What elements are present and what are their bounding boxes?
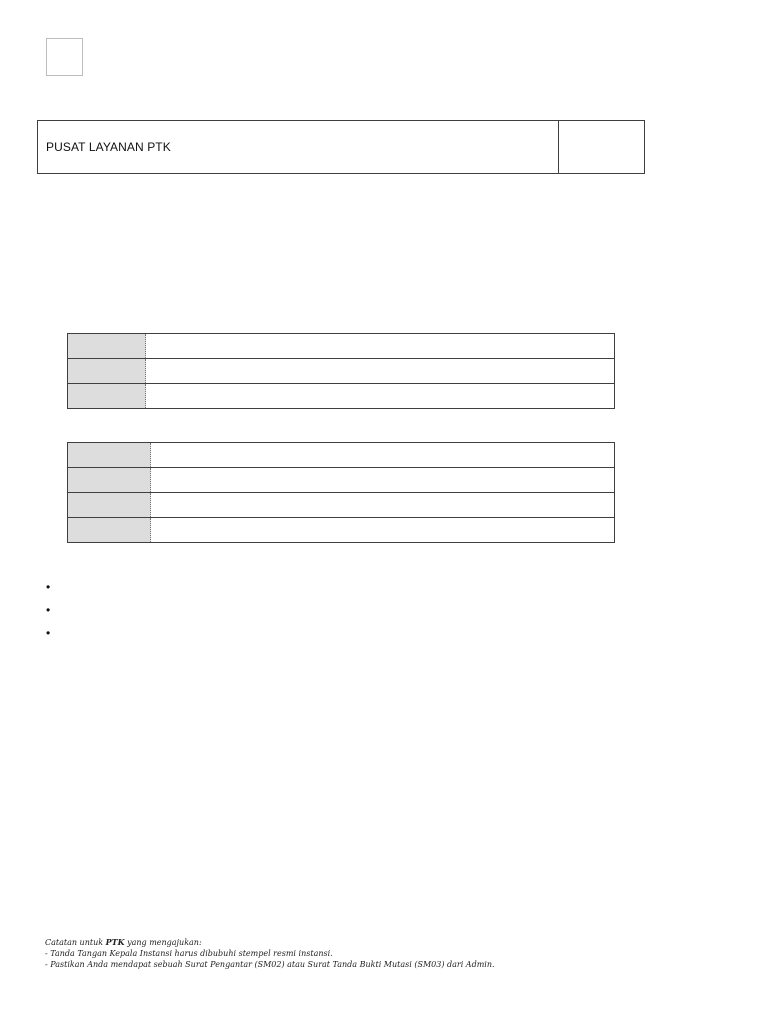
field-label <box>68 359 146 383</box>
field-value <box>146 359 614 383</box>
field-label <box>68 384 146 408</box>
field-label <box>68 518 151 542</box>
table-row <box>68 334 614 359</box>
field-value <box>146 334 614 358</box>
table-row <box>68 359 614 384</box>
note-intro-bold: PTK <box>105 937 125 947</box>
field-label <box>68 468 151 492</box>
form-table-1 <box>67 333 615 409</box>
table-row <box>68 518 614 542</box>
note-line-2: - Pastikan Anda mendapat sebuah Surat Pengantar (SM02) atau Surat Tanda Bukti Mutasi (SM03) dari Admin. <box>45 960 495 969</box>
footer-note <box>45 937 495 970</box>
document-code-cell <box>559 121 644 173</box>
header-table <box>37 120 645 174</box>
field-label <box>68 493 151 517</box>
field-value <box>151 493 614 517</box>
table-row <box>68 384 614 408</box>
list-item <box>40 578 58 601</box>
list-item <box>40 601 58 624</box>
table-row <box>68 468 614 493</box>
field-value <box>146 384 614 408</box>
note-intro-suffix: yang mengajukan: <box>124 938 202 947</box>
table-row <box>68 443 614 468</box>
field-value <box>151 443 614 467</box>
bullet-list <box>40 578 58 647</box>
field-value <box>151 468 614 492</box>
note-intro-prefix: Catatan untuk <box>45 938 106 947</box>
page-title: PUSAT LAYANAN PTK <box>38 121 559 173</box>
note-intro <box>45 937 495 948</box>
logo-placeholder <box>46 38 83 76</box>
field-label <box>68 443 151 467</box>
table-row <box>68 493 614 518</box>
field-label <box>68 334 146 358</box>
list-item <box>40 624 58 647</box>
form-table-2 <box>67 442 615 543</box>
field-value <box>151 518 614 542</box>
note-line-1: - Tanda Tangan Kepala Instansi harus dibubuhi stempel resmi instansi. <box>45 949 333 958</box>
